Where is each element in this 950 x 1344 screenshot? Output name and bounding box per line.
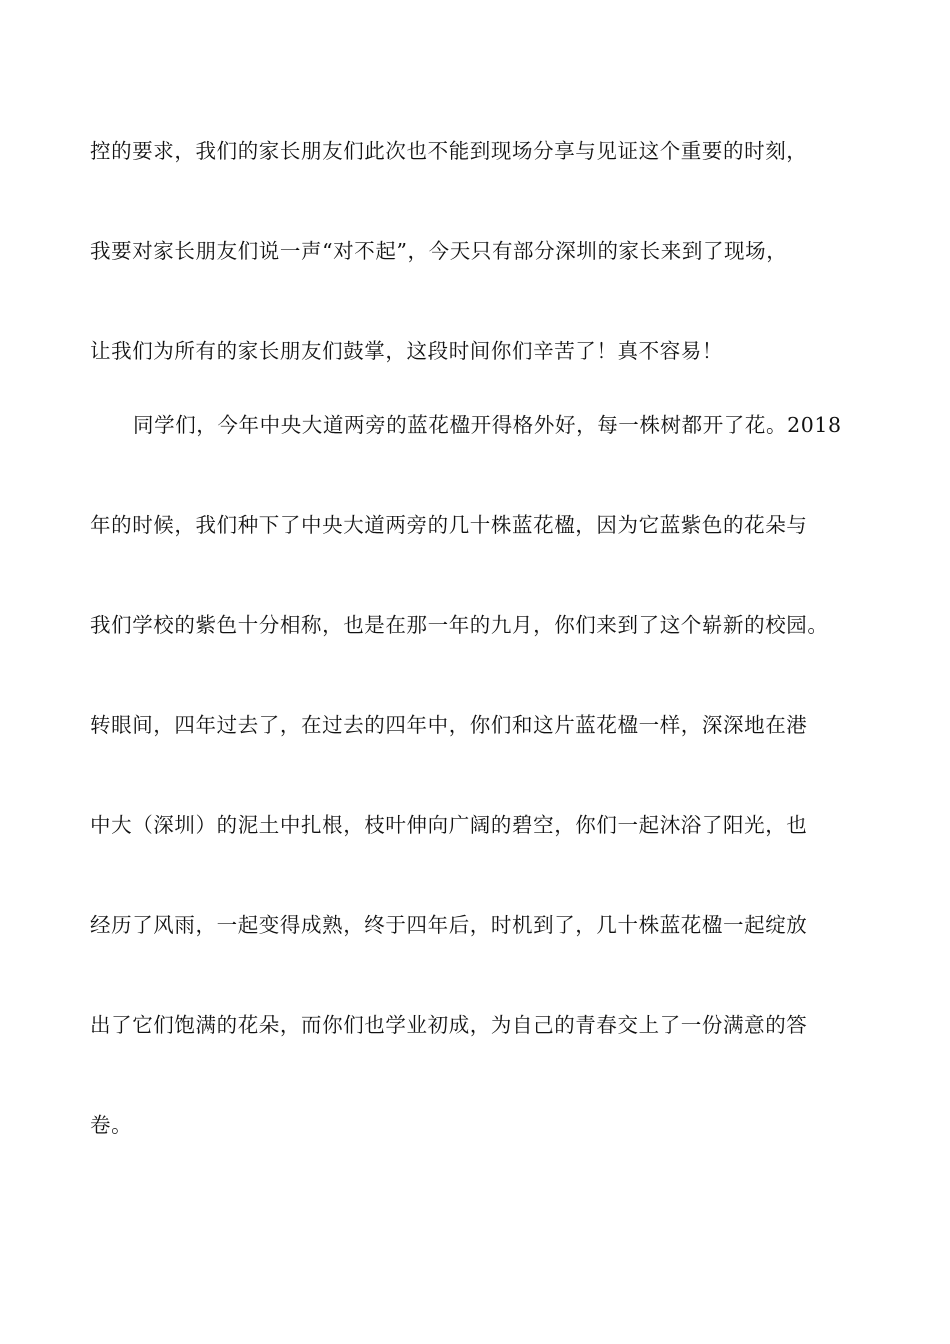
paragraph-line: 让我们为所有的家长朋友们鼓掌，这段时间你们辛苦了！真不容易！ xyxy=(90,339,723,363)
paragraph-line: 经历了风雨，一起变得成熟，终于四年后，时机到了，几十株蓝花楹一起绽放 xyxy=(90,913,808,937)
paragraph-line: 年的时候，我们种下了中央大道两旁的几十株蓝花楹，因为它蓝紫色的花朵与 xyxy=(90,513,808,537)
paragraph-line: 中大（深圳）的泥土中扎根，枝叶伸向广阔的碧空，你们一起沐浴了阳光，也 xyxy=(90,813,808,837)
paragraph-line: 转眼间，四年过去了，在过去的四年中，你们和这片蓝花楹一样，深深地在港 xyxy=(90,713,808,737)
paragraph-line: 卷。 xyxy=(90,1113,133,1137)
paragraph-line: 同学们，今年中央大道两旁的蓝花楹开得格外好，每一株树都开了花。2018 xyxy=(133,413,842,437)
paragraph-line: 我要对家长朋友们说一声“对不起”，今天只有部分深圳的家长来到了现场， xyxy=(90,239,788,263)
paragraph-line: 出了它们饱满的花朵，而你们也学业初成，为自己的青春交上了一份满意的答 xyxy=(90,1013,808,1037)
paragraph-line: 控的要求，我们的家长朋友们此次也不能到现场分享与见证这个重要的时刻， xyxy=(90,139,808,163)
paragraph-line: 我们学校的紫色十分相称，也是在那一年的九月，你们来到了这个崭新的校园。 xyxy=(90,613,829,637)
